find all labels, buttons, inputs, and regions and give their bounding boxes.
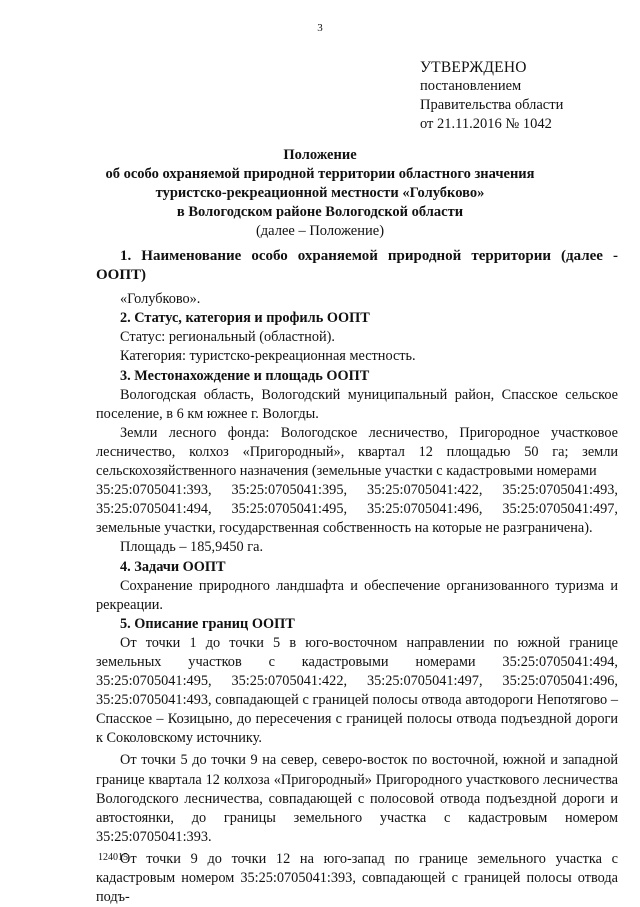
section-3-lands: Земли лесного фонда: Вологодское лесничество, Пригородное участковое лесничество, колхоз «Пригородный», квартал 12 площадью 50 га; земли сельскохозяйственного назначения (земельные участки с кадастровыми номерами: [96, 424, 618, 480]
title-note: (далее – Положение): [255, 223, 385, 239]
cadastral-number: 35:25:0705041:495,: [231, 501, 348, 518]
section-5-paragraph: От точки 5 до точки 9 на север, северо-восток по восточной, южной и западной границе квартала 12 колхоза «Пригородный» Пригородного участкового лесничества Вологодского лесничества, совпадающей с полосовой отвода подъездной дороги и автостоянки, до границы земельного участка с кадастровым номером 35:25:0705041:393.: [96, 752, 618, 845]
section-1-text: «Голубково».: [120, 291, 201, 308]
section-3-lands-end: земельные участки, государственная собственность на которые не разграничена).: [96, 520, 593, 537]
document-body: [96, 247, 618, 907]
title-line: Положение: [283, 147, 357, 163]
cadastral-number: 35:25:0705041:497,: [502, 501, 618, 518]
section-2-heading: 2. Статус, категория и профиль ООПТ: [120, 310, 370, 327]
section-2-status: Статус: региональный (областной).: [120, 329, 335, 346]
section-3-area: Площадь – 185,9450 га.: [120, 539, 264, 556]
section-3-location: Вологодская область, Вологодский муниципальный район, Спасское сельское поселение, в 6 км южнее г. Вологды.: [96, 386, 618, 422]
section-4-text: Сохранение природного ландшафта и обеспечение организованного туризма и рекреации.: [96, 577, 618, 613]
approval-line: Правительства области: [420, 97, 564, 113]
title-line: туристско-рекреационной местности «Голубково»: [155, 185, 485, 201]
title-line: об особо охраняемой природной территории областного значения: [105, 166, 535, 182]
cadastral-number: 35:25:0705041:496,: [366, 501, 483, 518]
section-1-heading: 1. Наименование особо охраняемой природной территории (далее - ООПТ): [96, 248, 618, 284]
approval-line: постановлением: [420, 78, 522, 94]
section-5-paragraph: От точки 1 до точки 5 в юго-восточном направлении по южной границе земельных участков с кадастровыми номерами 35:25:0705041:494, 35:25:0705041:495, 35:25:0705041:422, 35:25:0705041:497, 35:25:0705041:496, 35:25:0705041:493, совпадающей с границей полосы отвода автодороги Непотягово – Спасское – Козицыно, до пересечения с границей полосы отвода подъездной дороги к Соколовскому источнику.: [96, 634, 618, 747]
cadastral-number: 35:25:0705041:422,: [366, 482, 483, 499]
footer-code: 124015: [98, 852, 128, 863]
page-number: 3: [317, 22, 323, 34]
approval-heading: УТВЕРЖДЕНО: [420, 59, 527, 76]
section-2-category: Категория: туристско-рекреационная местность.: [120, 348, 416, 365]
document-title: [60, 146, 580, 241]
section-5-paragraph: От точки 9 до точки 12 на юго-запад по границе земельного участка с кадастровым номером 35:25:0705041:393, совпадающей с границей полосы отвода подъ-: [96, 850, 618, 906]
section-5-heading: 5. Описание границ ООПТ: [120, 615, 295, 632]
cadastral-number: 35:25:0705041:395,: [231, 482, 348, 499]
cadastral-row: [96, 481, 618, 500]
section-3-heading: 3. Местонахождение и площадь ООПТ: [120, 367, 370, 384]
approval-line: от 21.11.2016 № 1042: [420, 116, 552, 132]
section-4-heading: 4. Задачи ООПТ: [120, 558, 226, 575]
title-line: в Вологодском районе Вологодской области: [176, 204, 464, 220]
approval-stamp: [420, 58, 563, 134]
cadastral-number: 35:25:0705041:493,: [502, 482, 618, 499]
cadastral-number: 35:25:0705041:393,: [96, 482, 212, 499]
cadastral-number: 35:25:0705041:494,: [96, 501, 212, 518]
cadastral-row: [96, 500, 618, 519]
